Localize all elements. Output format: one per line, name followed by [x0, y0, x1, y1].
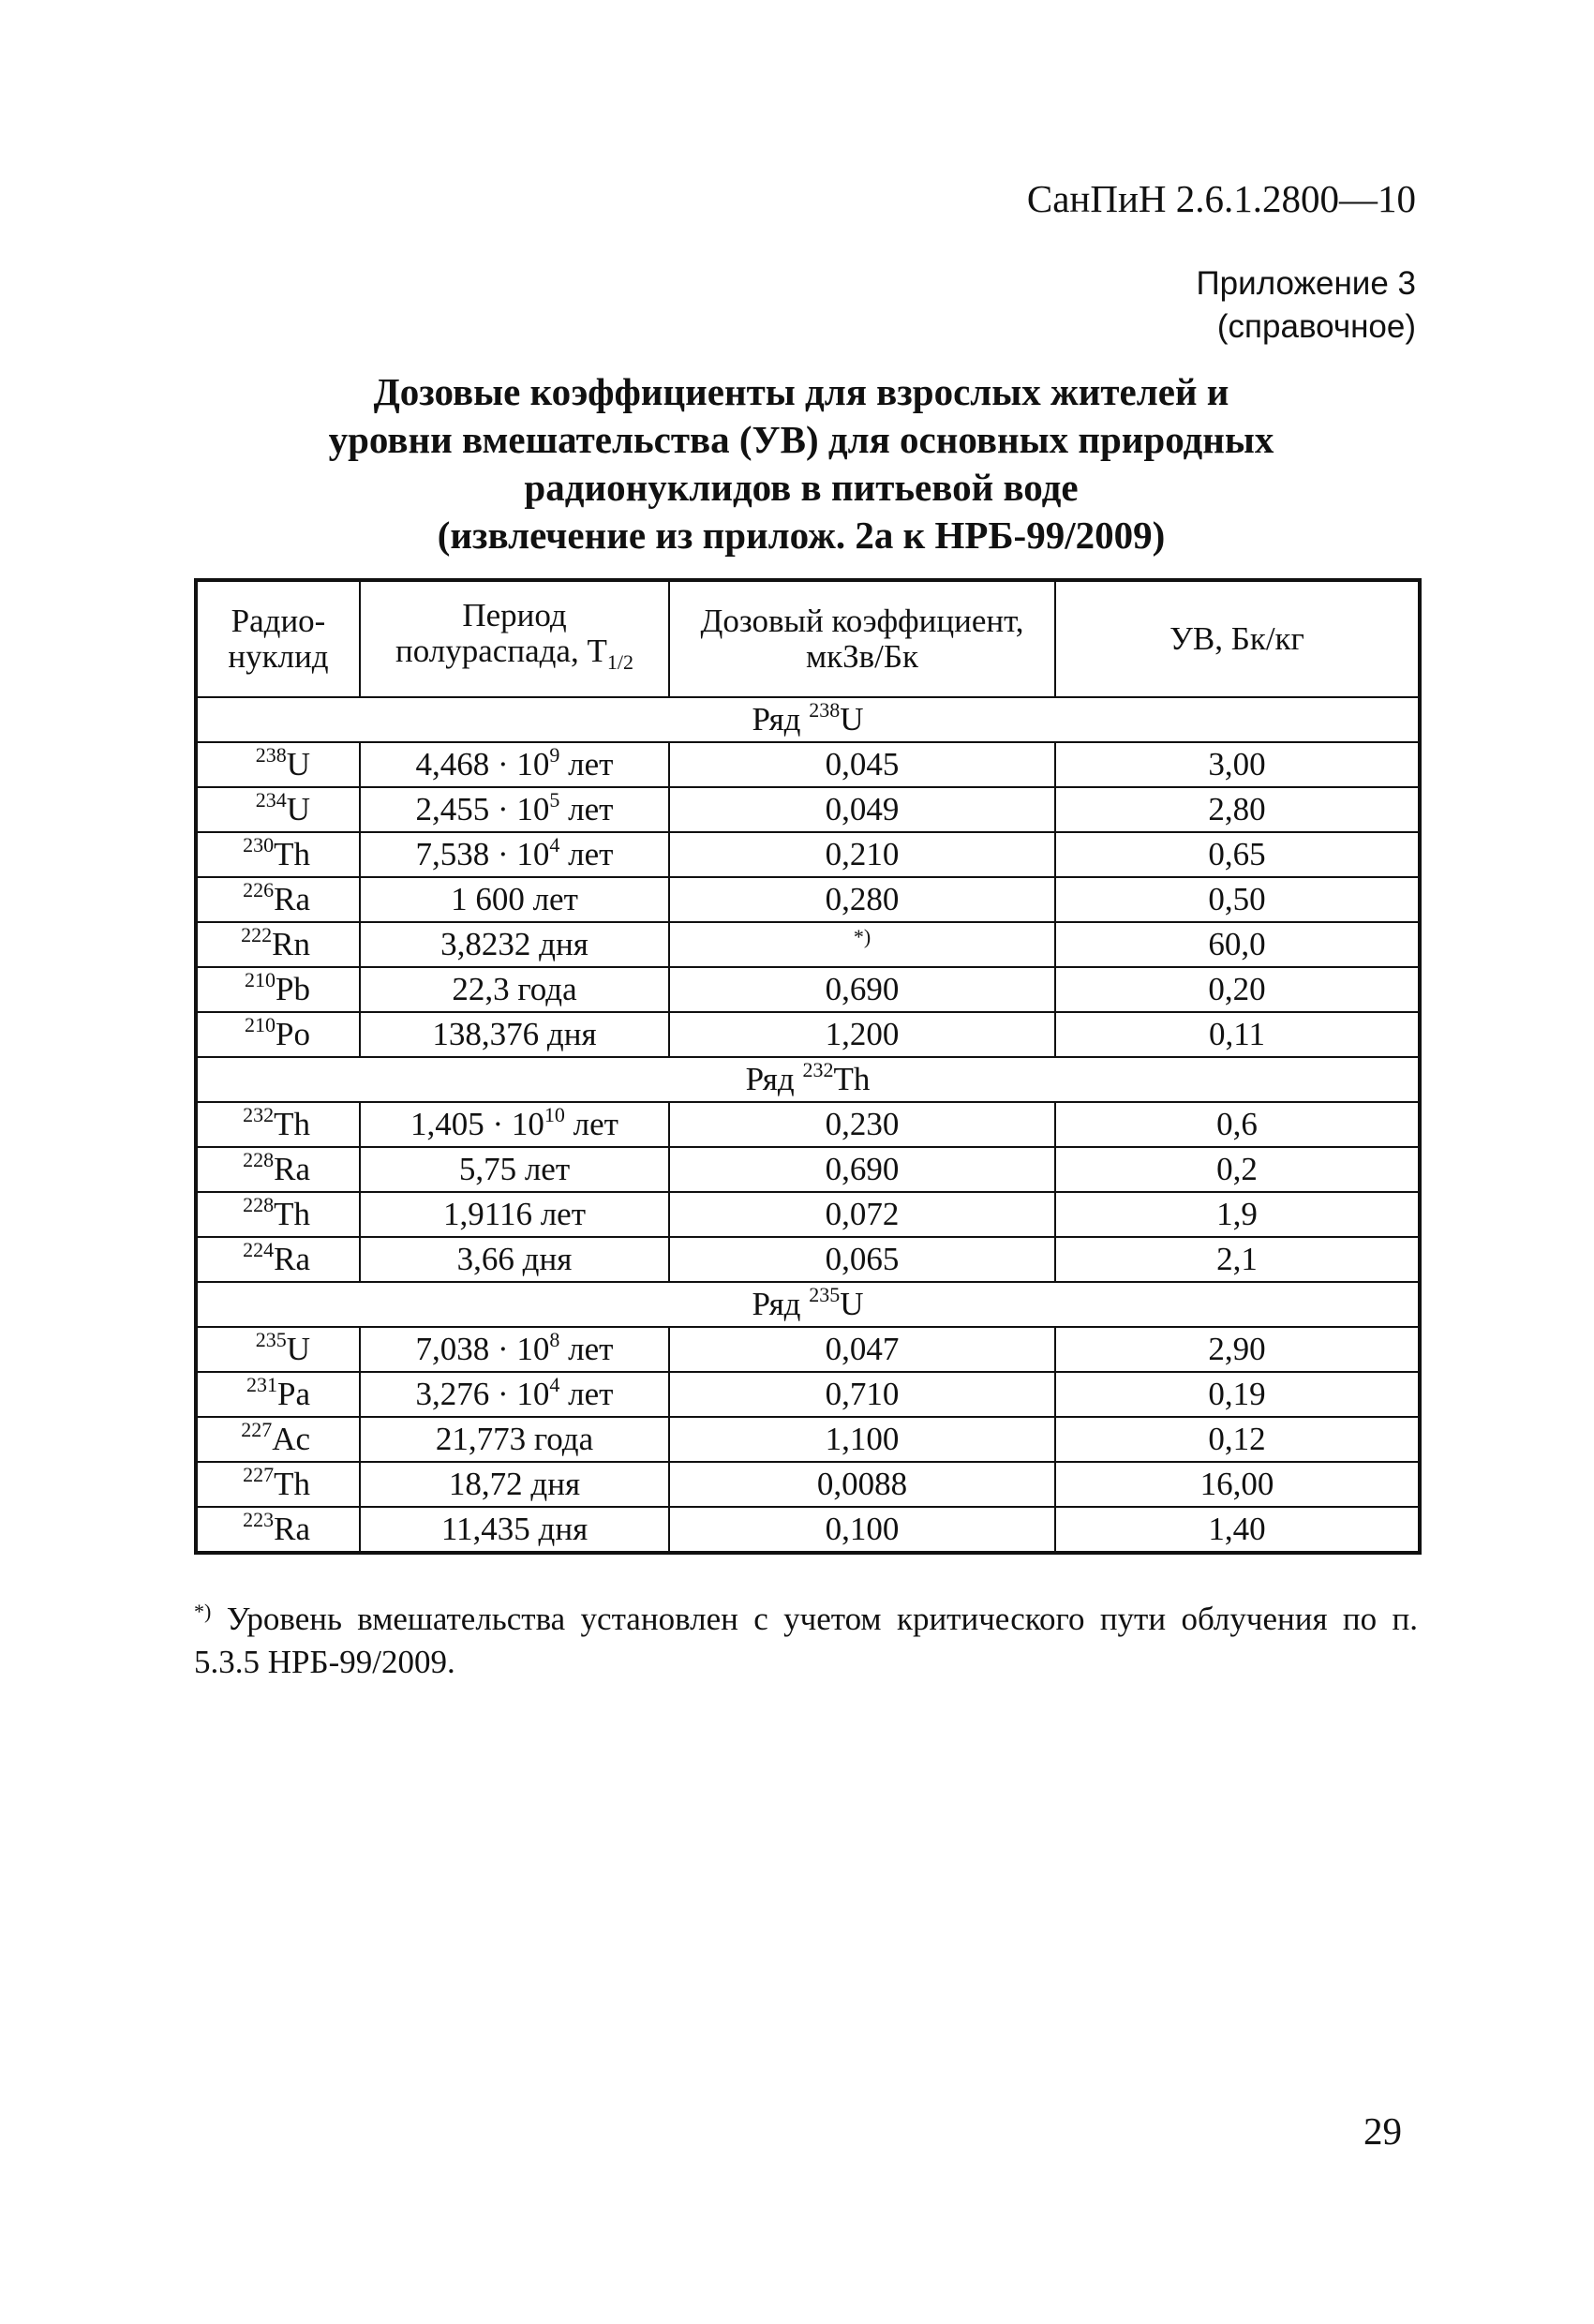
- mass-number: 234: [255, 788, 287, 812]
- mass-number: 228: [243, 1193, 275, 1216]
- cell-radionuclide: [196, 1462, 360, 1507]
- mass-number: 227: [241, 1418, 273, 1441]
- cell-half-life: [360, 1462, 669, 1507]
- series-group-label: [196, 1282, 1420, 1327]
- half-life-exponent: 5: [549, 788, 560, 812]
- cell-intervention-level: 3,00: [1055, 742, 1420, 787]
- cell-dose-coefficient: 0,690: [669, 967, 1055, 1012]
- cell-half-life: [360, 1102, 669, 1147]
- footnote-text: Уровень вмешательства установлен с учетом критического пути облучения по п. 5.3.5 НРБ-99/2009.: [194, 1601, 1418, 1680]
- mass-number: 230: [243, 833, 275, 857]
- table-row: [196, 742, 1420, 787]
- table-row: [196, 1327, 1420, 1372]
- mass-number: 227: [243, 1463, 275, 1486]
- cell-radionuclide: [196, 877, 360, 922]
- mass-number: 222: [241, 923, 273, 946]
- cell-intervention-level: 60,0: [1055, 922, 1420, 967]
- table-row: [196, 1507, 1420, 1553]
- header-intervention-level: УВ, Бк/кг: [1055, 580, 1420, 697]
- element-symbol: Ra: [274, 1151, 310, 1187]
- cell-dose-coefficient: 0,690: [669, 1147, 1055, 1192]
- half-life-value: 4,468 · 10: [415, 746, 550, 782]
- table-row: [196, 967, 1420, 1012]
- footnote-marker: *): [194, 1600, 212, 1623]
- cell-half-life: [360, 1147, 669, 1192]
- cell-intervention-level: 2,80: [1055, 787, 1420, 832]
- table-row: [196, 1012, 1420, 1057]
- cell-intervention-level: 0,6: [1055, 1102, 1420, 1147]
- header-half-life: Период полураспада, $T_{1/2}$: [360, 580, 669, 697]
- cell-half-life: [360, 967, 669, 1012]
- element-symbol: Th: [274, 1106, 310, 1142]
- series-element: U: [840, 701, 864, 737]
- cell-half-life: [360, 1327, 669, 1372]
- series-group-label: [196, 697, 1420, 742]
- table-row: [196, 922, 1420, 967]
- half-life-value: 5,75 лет: [458, 1151, 571, 1187]
- element-symbol: Ra: [274, 1511, 310, 1547]
- half-life-exponent: 10: [544, 1103, 565, 1126]
- cell-dose-coefficient: 0,072: [669, 1192, 1055, 1237]
- cell-radionuclide: [196, 1102, 360, 1147]
- element-symbol: Ra: [274, 1241, 310, 1277]
- mass-number: 232: [243, 1103, 275, 1126]
- table-row: [196, 1147, 1420, 1192]
- cell-half-life: [360, 742, 669, 787]
- series-mass-number: 235: [809, 1283, 841, 1306]
- table-row: [196, 1237, 1420, 1282]
- cell-dose-coefficient: 0,280: [669, 877, 1055, 922]
- half-life-value: 138,376 дня: [432, 1016, 597, 1052]
- half-life-value: 21,773 года: [435, 1421, 594, 1457]
- cell-dose-coefficient: *): [669, 922, 1055, 967]
- table-row: [196, 877, 1420, 922]
- title-line: (извлечение из прилож. 2а к НРБ-99/2009): [437, 514, 1166, 557]
- cell-intervention-level: 1,40: [1055, 1507, 1420, 1553]
- appendix-type: (справочное): [1216, 308, 1416, 345]
- half-life-exponent: 4: [549, 1373, 560, 1396]
- element-symbol: U: [286, 1331, 310, 1367]
- cell-radionuclide: [196, 1192, 360, 1237]
- half-life-exponent: 8: [549, 1328, 560, 1351]
- radionuclide-table: [194, 578, 1422, 1555]
- cell-radionuclide: [196, 787, 360, 832]
- cell-half-life: [360, 1012, 669, 1057]
- series-group-label: [196, 1057, 1420, 1102]
- mass-number: 238: [255, 743, 287, 767]
- cell-half-life: [360, 877, 669, 922]
- cell-radionuclide: [196, 1147, 360, 1192]
- series-mass-number: 232: [802, 1058, 834, 1081]
- half-life-value: 2,455 · 10: [415, 791, 550, 827]
- table-row: [196, 832, 1420, 877]
- half-life-value: 1,9116 лет: [443, 1196, 586, 1232]
- half-life-unit: лет: [559, 836, 614, 872]
- series-group-row: [196, 697, 1420, 742]
- table-row: [196, 1372, 1420, 1417]
- series-element: U: [840, 1286, 864, 1322]
- appendix-label: [1197, 262, 1416, 349]
- element-symbol: Th: [274, 836, 310, 872]
- element-symbol: Th: [274, 1466, 310, 1502]
- cell-radionuclide: [196, 1372, 360, 1417]
- cell-intervention-level: 2,1: [1055, 1237, 1420, 1282]
- mass-number: 210: [245, 968, 276, 991]
- cell-radionuclide: [196, 1417, 360, 1462]
- element-symbol: U: [286, 791, 310, 827]
- cell-intervention-level: 0,50: [1055, 877, 1420, 922]
- half-life-value: 1 600 лет: [451, 881, 578, 917]
- cell-dose-coefficient: 0,045: [669, 742, 1055, 787]
- cell-radionuclide: [196, 742, 360, 787]
- table-row: [196, 1192, 1420, 1237]
- cell-dose-coefficient: 0,100: [669, 1507, 1055, 1553]
- half-life-value: 7,038 · 10: [415, 1331, 550, 1367]
- series-label: Ряд: [752, 701, 801, 737]
- cell-radionuclide: [196, 832, 360, 877]
- mass-number: 223: [243, 1508, 275, 1531]
- cell-radionuclide: [196, 1237, 360, 1282]
- cell-dose-coefficient: 0,210: [669, 832, 1055, 877]
- cell-half-life: [360, 1372, 669, 1417]
- series-mass-number: 238: [809, 698, 841, 722]
- cell-half-life: [360, 1417, 669, 1462]
- half-life-value: 3,66 дня: [456, 1241, 573, 1277]
- cell-half-life: [360, 787, 669, 832]
- element-symbol: Po: [276, 1016, 310, 1052]
- cell-intervention-level: 0,65: [1055, 832, 1420, 877]
- cell-dose-coefficient: 1,100: [669, 1417, 1055, 1462]
- half-life-unit: лет: [564, 1106, 618, 1142]
- cell-radionuclide: [196, 1012, 360, 1057]
- cell-dose-coefficient: 0,230: [669, 1102, 1055, 1147]
- half-life-value: 18,72 дня: [448, 1466, 581, 1502]
- series-label: Ряд: [745, 1061, 795, 1097]
- title-line: уровни вмешательства (УВ) для основных природных: [328, 418, 1274, 461]
- header-dose-coefficient: Дозовый коэффициент, мкЗв/Бк: [669, 580, 1055, 697]
- table-row: [196, 787, 1420, 832]
- appendix-number: Приложение 3: [1196, 265, 1416, 302]
- cell-dose-coefficient: 1,200: [669, 1012, 1055, 1057]
- element-symbol: Pa: [277, 1376, 310, 1412]
- cell-intervention-level: 2,90: [1055, 1327, 1420, 1372]
- series-group-row: [196, 1282, 1420, 1327]
- table-row: [196, 1462, 1420, 1507]
- half-life-unit: лет: [559, 791, 614, 827]
- series-label: Ряд: [752, 1286, 801, 1322]
- half-life-unit: лет: [559, 1376, 614, 1412]
- cell-half-life: [360, 1507, 669, 1553]
- half-life-value: 11,435 дня: [440, 1511, 588, 1547]
- element-symbol: Rn: [272, 926, 310, 962]
- mass-number: 226: [243, 878, 275, 901]
- half-life-exponent: 9: [549, 743, 560, 767]
- cell-intervention-level: 1,9: [1055, 1192, 1420, 1237]
- header-radionuclide: Радио- нуклид: [196, 580, 360, 697]
- document-code: СанПиН 2.6.1.2800—10: [1026, 177, 1416, 220]
- cell-dose-coefficient: 0,047: [669, 1327, 1055, 1372]
- cell-half-life: [360, 1237, 669, 1282]
- cell-intervention-level: 0,2: [1055, 1147, 1420, 1192]
- cell-dose-coefficient: 0,065: [669, 1237, 1055, 1282]
- cell-intervention-level: 0,20: [1055, 967, 1420, 1012]
- cell-dose-coefficient: 0,049: [669, 787, 1055, 832]
- mass-number: 235: [255, 1328, 287, 1351]
- table-row: [196, 1102, 1420, 1147]
- cell-dose-coefficient: 0,710: [669, 1372, 1055, 1417]
- cell-radionuclide: [196, 1327, 360, 1372]
- half-life-value: 1,405 · 10: [410, 1106, 544, 1142]
- element-symbol: Ac: [272, 1421, 310, 1457]
- series-group-row: [196, 1057, 1420, 1102]
- half-life-value: 3,8232 дня: [440, 926, 588, 962]
- page-number: 29: [1363, 2109, 1402, 2153]
- half-life-value: 3,276 · 10: [415, 1376, 550, 1412]
- cell-radionuclide: [196, 967, 360, 1012]
- cell-radionuclide: [196, 922, 360, 967]
- cell-radionuclide: [196, 1507, 360, 1553]
- cell-intervention-level: 16,00: [1055, 1462, 1420, 1507]
- mass-number: 224: [243, 1238, 275, 1261]
- cell-intervention-level: 0,12: [1055, 1417, 1420, 1462]
- half-life-unit: лет: [559, 1331, 614, 1367]
- element-symbol: U: [286, 746, 310, 782]
- mass-number: 231: [246, 1373, 277, 1396]
- element-symbol: Th: [274, 1196, 310, 1232]
- half-life-value: 22,3 года: [452, 971, 577, 1007]
- mass-number: 210: [245, 1013, 276, 1036]
- cell-dose-coefficient: 0,0088: [669, 1462, 1055, 1507]
- cell-intervention-level: 0,11: [1055, 1012, 1420, 1057]
- cell-half-life: [360, 832, 669, 877]
- element-symbol: Ra: [274, 881, 310, 917]
- title-line: радионуклидов в питьевой воде: [524, 466, 1079, 509]
- table-row: [196, 1417, 1420, 1462]
- element-symbol: Pb: [276, 971, 310, 1007]
- half-life-unit: лет: [559, 746, 614, 782]
- cell-half-life: [360, 1192, 669, 1237]
- cell-half-life: [360, 922, 669, 967]
- table-header-row: [196, 580, 1420, 697]
- footnote: [194, 1598, 1418, 1684]
- mass-number: 228: [243, 1148, 275, 1171]
- half-life-exponent: 4: [549, 833, 560, 857]
- title-line: Дозовые коэффициенты для взрослых жителей и: [373, 370, 1229, 413]
- series-element: Th: [833, 1061, 871, 1097]
- cell-intervention-level: 0,19: [1055, 1372, 1420, 1417]
- page-title: [234, 368, 1368, 559]
- half-life-value: 7,538 · 10: [415, 836, 550, 872]
